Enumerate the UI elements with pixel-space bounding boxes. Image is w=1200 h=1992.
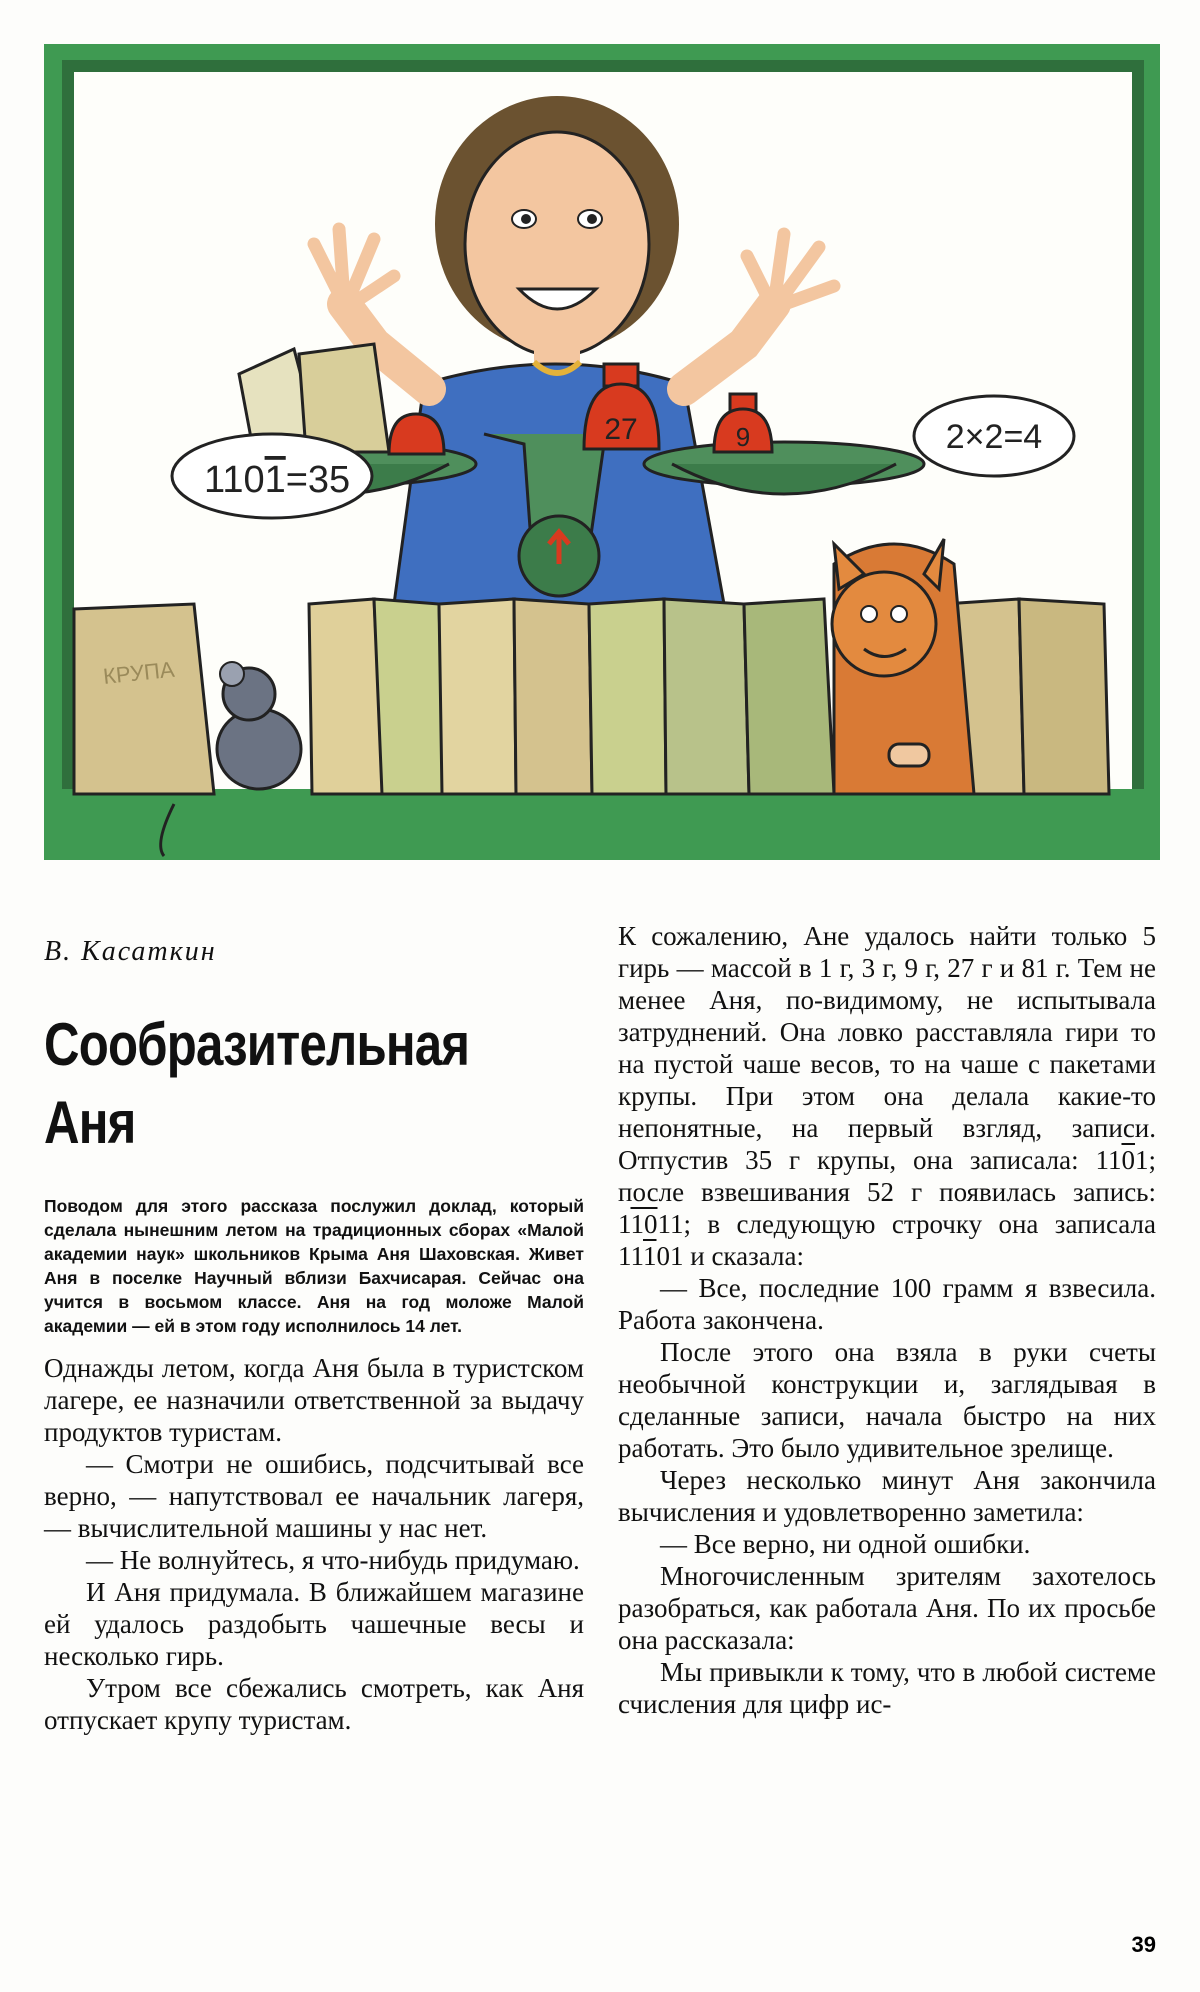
code-digit: 01 xyxy=(656,1241,684,1271)
code-digit: 11 xyxy=(618,1241,643,1271)
right-column xyxy=(618,920,1156,1720)
body-paragraph: — Все, последние 100 грамм я взвесила. Работа закончена. xyxy=(618,1273,1156,1335)
bubble-mouse-overbar: 1 xyxy=(264,459,286,501)
weight-small-left xyxy=(389,414,444,454)
svg-text:1101=35 xyxy=(204,459,350,501)
body-paragraph: — Все верно, ни одной ошибки. xyxy=(660,1529,1031,1559)
left-column xyxy=(44,920,584,1736)
bubble-mouse-part1: 110 xyxy=(204,459,265,501)
code-digit-overbar: 1 xyxy=(643,1241,657,1271)
body-paragraph: Многочисленным зрителям захотелось разобраться, как работала Аня. По их просьбе она рассказала: xyxy=(618,1561,1156,1655)
article-title xyxy=(44,1006,487,1162)
text-span: К сожалению, Ане удалось найти только 5 гирь — массой в 1 г, 3 г, 9 г, 27 г и 81 г. Тем не менее Аня, по-видимому, не испытывала затруднений. Она ловко расставляла гири то на пустой чаше весов, то на чаше с пакетами крупы. При этом она делала какие-то непонятные, на первый взгляд, записи. Отпустив 35 г крупы, она записала: xyxy=(618,921,1156,1175)
text-span: ; после взвешивания 52 г появилась запись: xyxy=(618,1145,1156,1207)
article-title-line1: Сообразительная xyxy=(44,1011,470,1078)
page-number: 39 xyxy=(1131,1932,1156,1957)
body-paragraph: Мы привыкли к тому, что в любой системе счисления для цифр ис- xyxy=(618,1657,1156,1719)
body-paragraph: — Не волнуйтесь, я что-нибудь придумаю. xyxy=(86,1545,580,1575)
weight-label-9: 9 xyxy=(735,422,751,452)
body-paragraph: И Аня придумала. В ближайшем магазине ей удалось раздобыть чашечные весы и несколько гирь. xyxy=(44,1577,584,1671)
code-digit: 11 xyxy=(657,1209,684,1239)
body-paragraph-with-codes xyxy=(618,920,1156,1272)
code-35 xyxy=(1095,1145,1148,1175)
lead-paragraph: Поводом для этого рассказа послужил доклад, который сделала нынешним летом на традиционных сборах «Малой академии наук» школьников Крыма Аня Шаховская. Живет Аня в поселке Научный вблизи Бахчисарая. Сейчас она учится в восьмом классе. Аня на год моложе Малой академии — ей в этом году исполнилось 14 лет. xyxy=(44,1196,584,1336)
body-paragraph: После этого она взяла в руки счеты необычной конструкции и, заглядывая в сделанные записи, начала быстро на них работать. Это было удивительное зрелище. xyxy=(618,1337,1156,1463)
code-100 xyxy=(618,1241,684,1271)
author-name: В. Касаткин xyxy=(44,936,217,967)
text-span: и сказала: xyxy=(683,1241,804,1271)
mouse-speech-bubble xyxy=(172,434,372,518)
bubble-mouse-part2: =35 xyxy=(285,459,351,501)
bubble-cat-text: 2×2=4 xyxy=(945,418,1043,456)
code-digit: 11 xyxy=(1095,1145,1122,1175)
body-paragraph: Однажды летом, когда Аня была в туристском лагере, ее назначили ответственной за выдачу продуктов туристам. xyxy=(44,1353,584,1447)
weight-label-27: 27 xyxy=(604,413,638,446)
scale-illustration xyxy=(44,44,1160,860)
article-title-line2: Аня xyxy=(44,1089,136,1156)
cat-figure xyxy=(832,539,974,794)
body-paragraph: Через несколько минут Аня закончила вычисления и удовлетворенно заметила: xyxy=(618,1465,1156,1527)
code-52 xyxy=(618,1209,684,1239)
body-paragraph: Утром все сбежались смотреть, как Аня отпускает крупу туристам. xyxy=(44,1673,584,1735)
cat-speech-bubble xyxy=(914,396,1074,476)
shelf xyxy=(44,789,1160,860)
code-digit: 1 xyxy=(618,1209,631,1239)
text-span: ; в следующую строчку она записала xyxy=(683,1209,1156,1239)
code-digit-overbar: 1 xyxy=(630,1209,644,1239)
code-digit-overbar: 0 xyxy=(1121,1145,1135,1175)
code-digit-overbar: 0 xyxy=(644,1209,658,1239)
body-paragraph: — Смотри не ошибись, подсчитывай все верно, — напутствовал ее начальник лагеря, — вычислительной машины у нас нет. xyxy=(44,1449,584,1543)
sack-label: КРУПА xyxy=(101,656,176,689)
code-digit: 1 xyxy=(1134,1145,1149,1175)
